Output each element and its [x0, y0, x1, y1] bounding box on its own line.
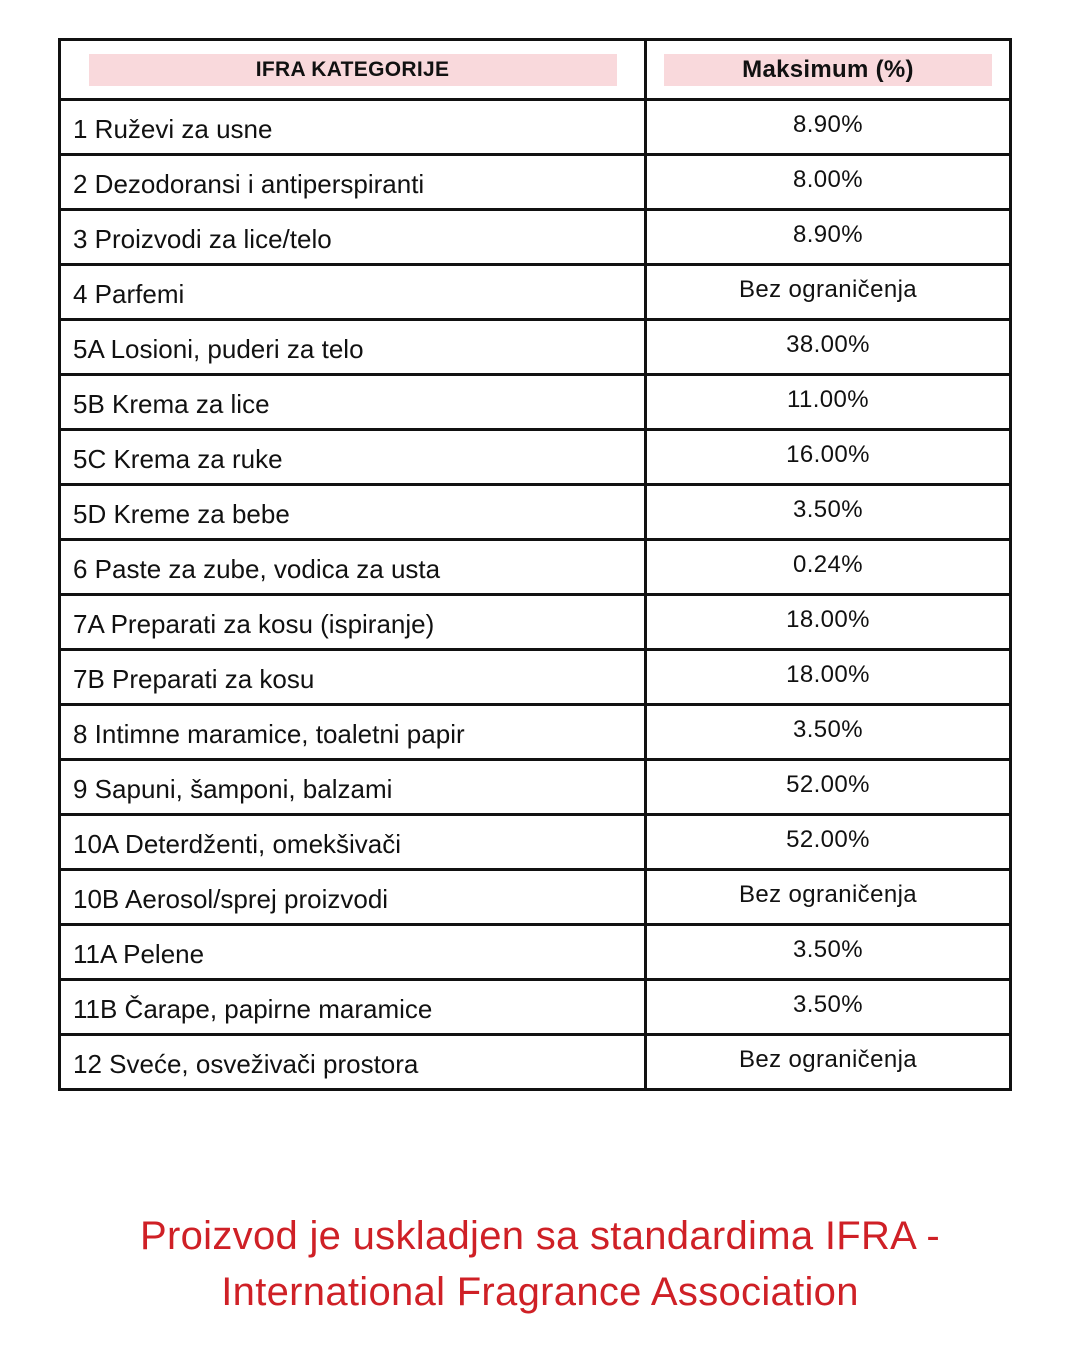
category-cell [60, 870, 646, 925]
max-cell [646, 650, 1011, 705]
max-value: 16.00% [786, 441, 870, 468]
compliance-note [0, 1208, 1080, 1320]
table-row [60, 1035, 1011, 1090]
table-row [60, 650, 1011, 705]
max-value: Bez ograničenja [738, 276, 918, 303]
max-cell [646, 595, 1011, 650]
max-cell [646, 815, 1011, 870]
category-label: 3 Proizvodi za lice/telo [73, 223, 332, 254]
max-cell [646, 210, 1011, 265]
category-label: 11B Čarape, papirne maramice [73, 993, 433, 1024]
max-value: 3.50% [792, 936, 864, 963]
max-cell [646, 870, 1011, 925]
category-label: 11A Pelene [73, 938, 205, 969]
compliance-note-line-2: International Fragrance Association [221, 1270, 859, 1314]
category-label: 8 Intimne maramice, toaletni papir [73, 718, 465, 749]
max-cell [646, 100, 1011, 155]
max-value: 8.00% [792, 166, 864, 193]
max-cell [646, 1035, 1011, 1090]
category-label: 4 Parfemi [73, 278, 185, 309]
header-category-cell [60, 40, 646, 100]
max-value: 3.50% [792, 496, 864, 523]
category-label: 6 Paste za zube, vodica za usta [73, 553, 441, 584]
table-row [60, 210, 1011, 265]
max-cell [646, 485, 1011, 540]
header-max-label: Maksimum (%) [664, 54, 992, 86]
table-row [60, 375, 1011, 430]
table-row [60, 320, 1011, 375]
category-cell [60, 925, 646, 980]
table-row [60, 540, 1011, 595]
table-row [60, 705, 1011, 760]
category-cell [60, 485, 646, 540]
max-cell [646, 705, 1011, 760]
max-value: 38.00% [786, 331, 870, 358]
max-value: 0.24% [792, 551, 864, 578]
table-header-row [60, 40, 1011, 100]
max-value: 18.00% [786, 661, 870, 688]
category-label: 12 Sveće, osveživači prostora [73, 1048, 419, 1079]
max-value: 8.90% [792, 221, 864, 248]
category-cell [60, 705, 646, 760]
max-value: Bez ograničenja [738, 881, 918, 908]
table-row [60, 430, 1011, 485]
category-cell [60, 155, 646, 210]
table-row [60, 760, 1011, 815]
category-cell [60, 320, 646, 375]
table-row [60, 925, 1011, 980]
category-cell [60, 595, 646, 650]
table-row [60, 100, 1011, 155]
category-label: 7A Preparati za kosu (ispiranje) [73, 608, 435, 639]
category-label: 10A Deterdženti, omekšivači [73, 828, 402, 859]
category-label: 2 Dezodoransi i antiperspiranti [73, 168, 425, 199]
max-value: Bez ograničenja [738, 1046, 918, 1073]
category-label: 1 Ruževi za usne [73, 113, 273, 144]
category-cell [60, 760, 646, 815]
ifra-table [58, 38, 1012, 1091]
table-row [60, 980, 1011, 1035]
max-cell [646, 760, 1011, 815]
category-cell [60, 815, 646, 870]
table-row [60, 485, 1011, 540]
table-row [60, 815, 1011, 870]
category-label: 5A Losioni, puderi za telo [73, 333, 364, 364]
category-cell [60, 375, 646, 430]
max-cell [646, 320, 1011, 375]
category-label: 5D Kreme za bebe [73, 498, 290, 529]
category-label: 10B Aerosol/sprej proizvodi [73, 883, 389, 914]
category-label: 5C Krema za ruke [73, 443, 283, 474]
table-row [60, 155, 1011, 210]
max-value: 8.90% [792, 111, 864, 138]
category-label: 9 Sapuni, šamponi, balzami [73, 773, 393, 804]
max-cell [646, 430, 1011, 485]
category-cell [60, 430, 646, 485]
max-cell [646, 375, 1011, 430]
max-value: 52.00% [786, 771, 870, 798]
category-cell [60, 980, 646, 1035]
max-cell [646, 925, 1011, 980]
header-category-label: IFRA KATEGORIJE [89, 54, 617, 86]
table-body [60, 100, 1011, 1090]
max-value: 11.00% [786, 386, 870, 413]
max-value: 18.00% [786, 606, 870, 633]
table-row [60, 265, 1011, 320]
max-cell [646, 540, 1011, 595]
category-label: 5B Krema za lice [73, 388, 270, 419]
category-cell [60, 100, 646, 155]
category-cell [60, 650, 646, 705]
category-cell [60, 540, 646, 595]
max-cell [646, 980, 1011, 1035]
max-cell [646, 155, 1011, 210]
category-cell [60, 210, 646, 265]
category-cell [60, 265, 646, 320]
compliance-note-line-1: Proizvod je uskladjen sa standardima IFRA - [140, 1214, 940, 1258]
table-row [60, 595, 1011, 650]
category-cell [60, 1035, 646, 1090]
table-row [60, 870, 1011, 925]
header-max-cell [646, 40, 1011, 100]
category-label: 7B Preparati za kosu [73, 663, 315, 694]
max-value: 3.50% [792, 991, 864, 1018]
max-value: 52.00% [786, 826, 870, 853]
max-cell [646, 265, 1011, 320]
max-value: 3.50% [792, 716, 864, 743]
